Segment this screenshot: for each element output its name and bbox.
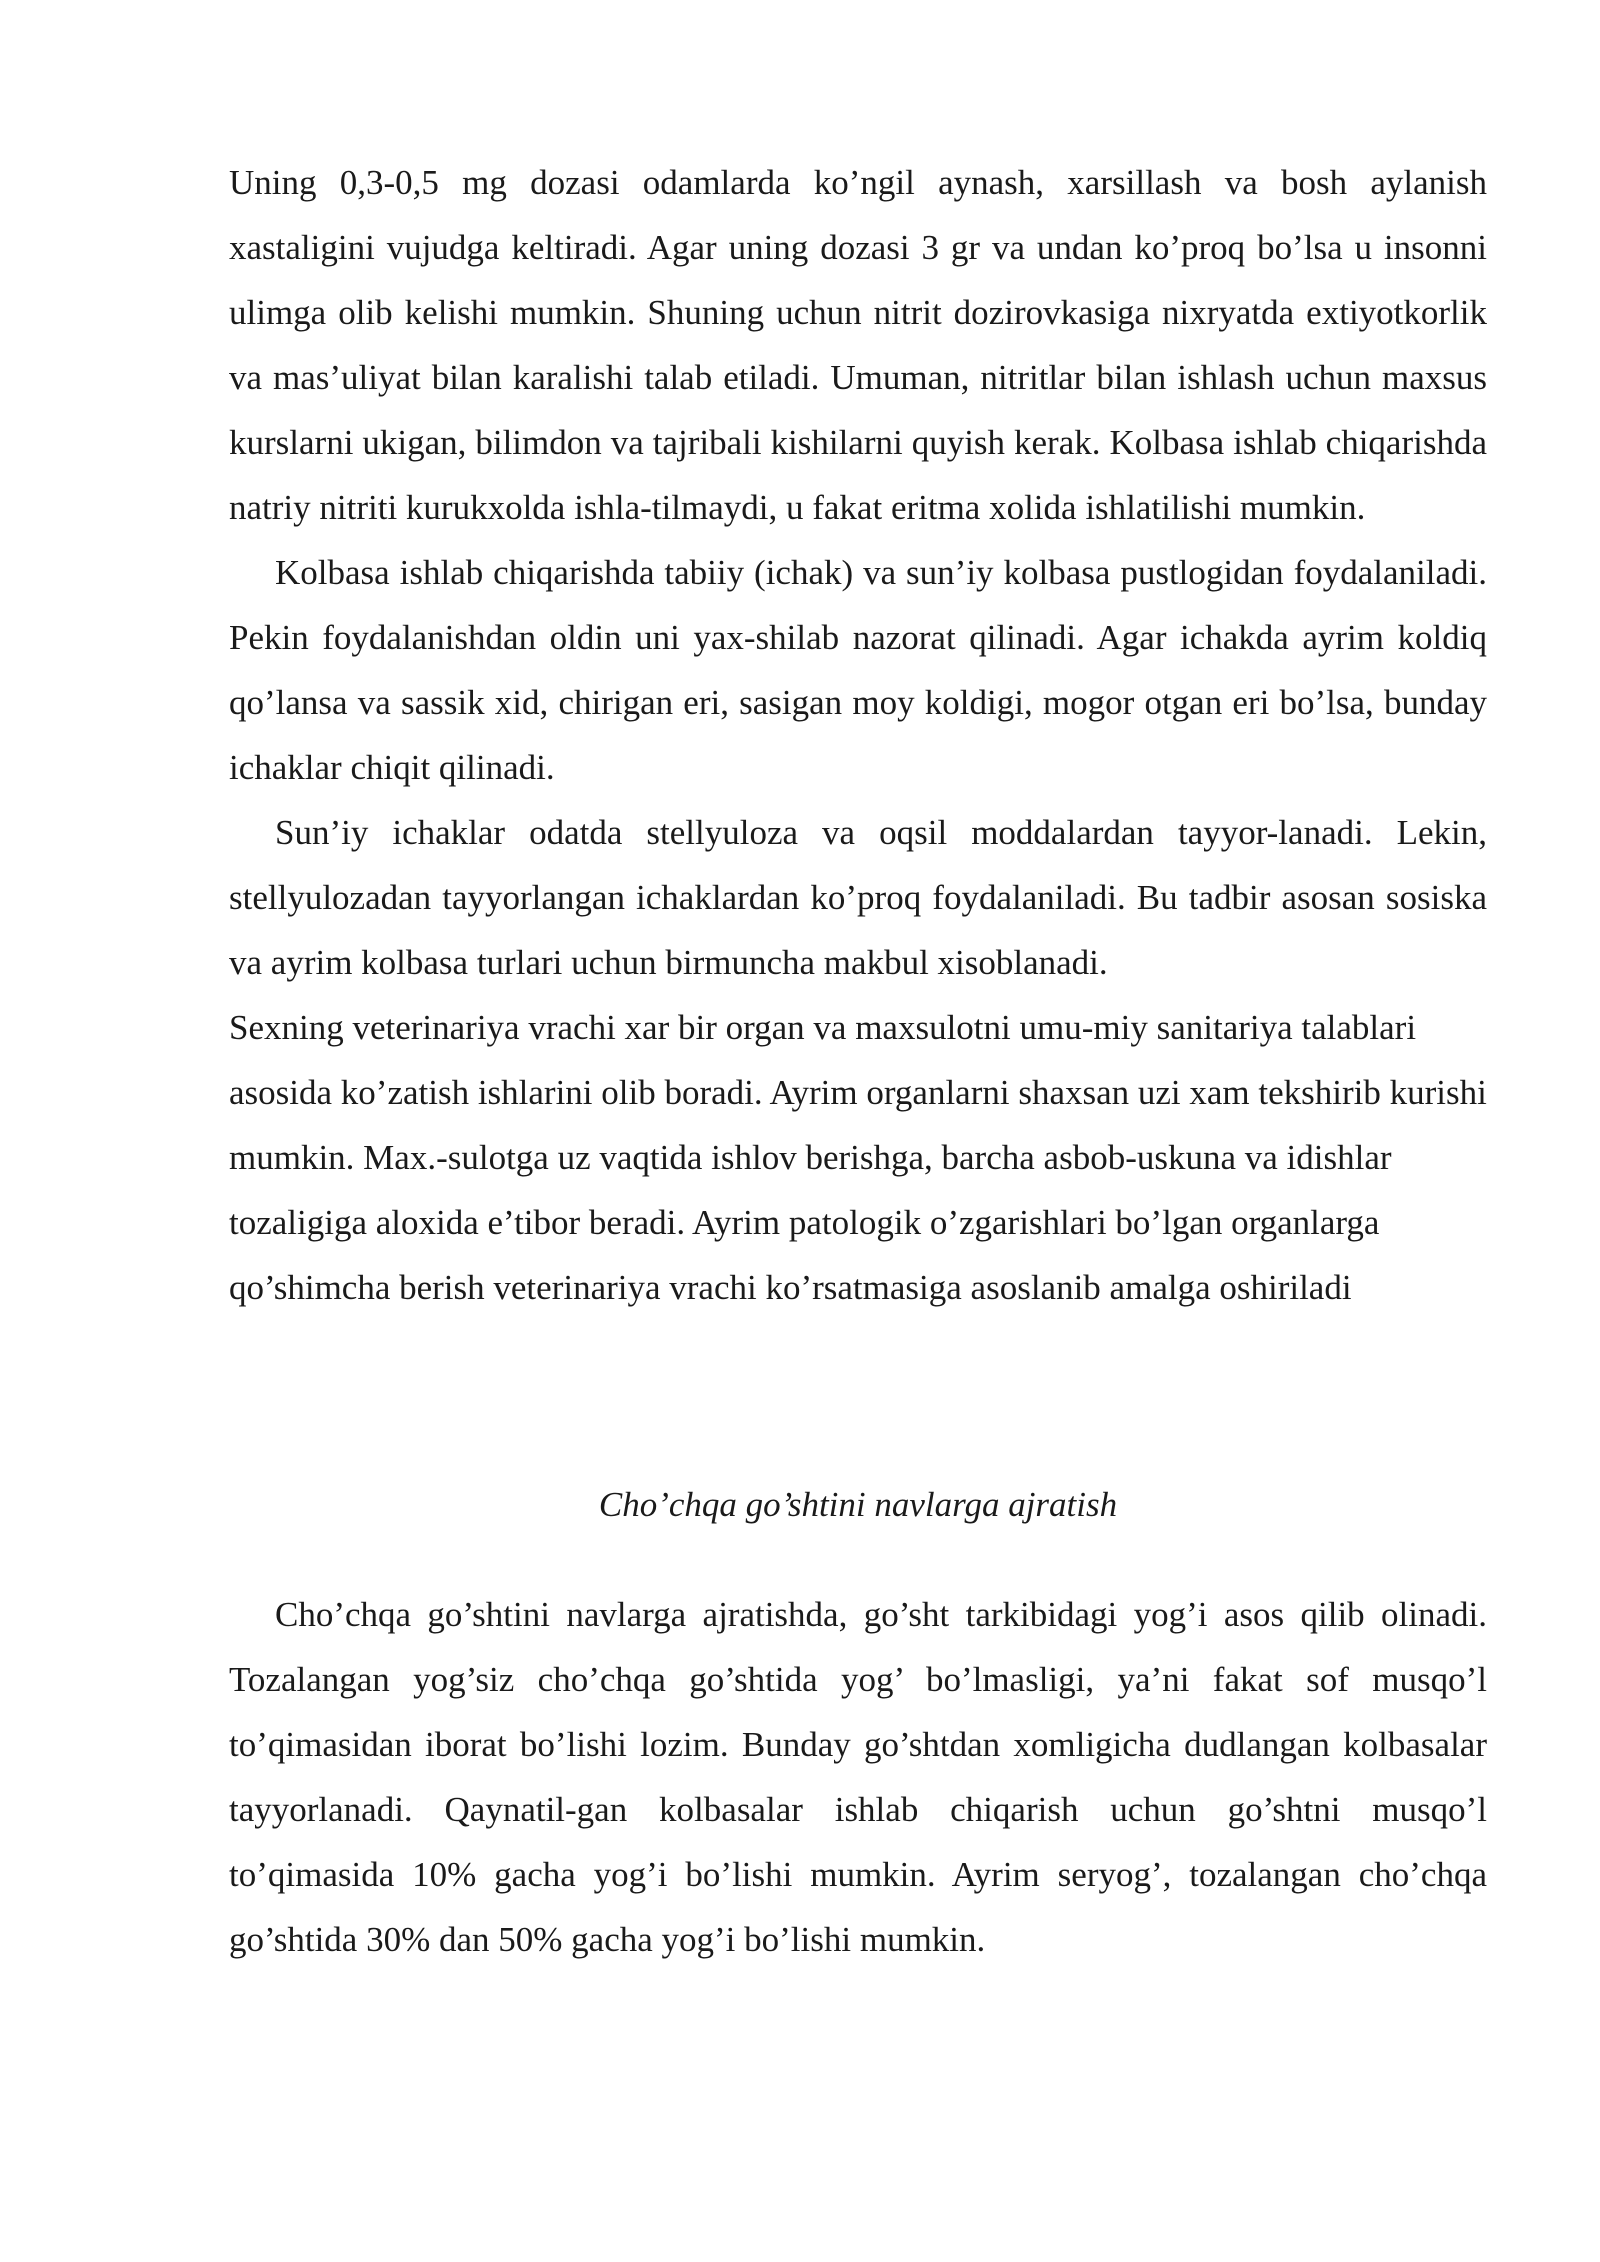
section-heading: Cho’chqa go’shtini navlarga ajratish [598,1485,1118,1524]
document-body [229,150,1487,1972]
paragraph-artificial-casings: Sun’iy ichaklar odatda stellyuloza va oqsil moddalardan tayyor-lanadi. Lekin, stellyulozadan tayyorlangan ichaklardan ko’proq foydalaniladi. Bu tadbir asosan sosiska va ayrim kolbasa turlari uchun birmuncha makbul xisoblanadi. [229,813,1487,982]
paragraph-sausage-casings: Kolbasa ishlab chiqarishda tabiiy (ichak) va sun’iy kolbasa pustlogidan foydalaniladi. Pekin foydalanishdan oldin uni yax-shilab nazorat qilinadi. Agar ichakda ayrim koldiq qo’lansa va sassik xid, chirigan eri, sasigan moy koldigi, mogor otgan eri bo’lsa, bunday ichaklar chiqit qilinadi. [229,553,1487,787]
paragraph-veterinary-doctor: Sexning veterinariya vrachi xar bir organ va maxsulotni umu-miy sanitariya talablari asosida ko’zatish ishlarini olib boradi. Ayrim organlarni shaxsan uzi xam tekshirib kurishi mumkin. Max.-sulotga uz vaqtida ishlov berishga, barcha asbob-uskuna va idishlar tozaligiga aloxida e’tibor beradi. Ayrim patologik o’zgarishlari bo’lgan organlarga qo’shimcha berish veterinariya vrachi ko’rsatmasiga asoslanib amalga oshiriladi [229,1008,1487,1307]
paragraph-pork-grading: Cho’chqa go’shtini navlarga ajratishda, go’sht tarkibidagi yog’i asos qilib olinadi. Tozalangan yog’siz cho’chqa go’shtida yog’ bo’lmasligi, ya’ni fakat sof musqo’l to’qimasidan iborat bo’lishi lozim. Bunday go’shtdan xomligicha dudlangan kolbasalar tayyorlanadi. Qaynatil-gan kolbasalar ishlab chiqarish uchun go’shtni musqo’l to’qimasida 10% gacha yog’i bo’lishi mumkin. Ayrim seryog’, tozalangan cho’chqa go’shtida 30% dan 50% gacha yog’i bo’lishi mumkin. [229,1595,1487,1959]
paragraph-nitrite-dosage: Uning 0,3-0,5 mg dozasi odamlarda ko’ngil aynash, xarsillash va bosh aylanish xastaligini vujudga keltiradi. Agar uning dozasi 3 gr va undan ko’proq bo’lsa u insonni ulimga olib kelishi mumkin. Shuning uchun nitrit dozirovkasiga nixryatda extiyotkorlik va mas’uliyat bilan karalishi talab etiladi. Umuman, nitritlar bilan ishlash uchun maxsus kurslarni ukigan, bilimdon va tajribali kishilarni quyish kerak. Kolbasa ishlab chiqarishda natriy nitriti kurukxolda ishla-tilmaydi, u fakat eritma xolida ishlatilishi mumkin. [229,163,1487,527]
